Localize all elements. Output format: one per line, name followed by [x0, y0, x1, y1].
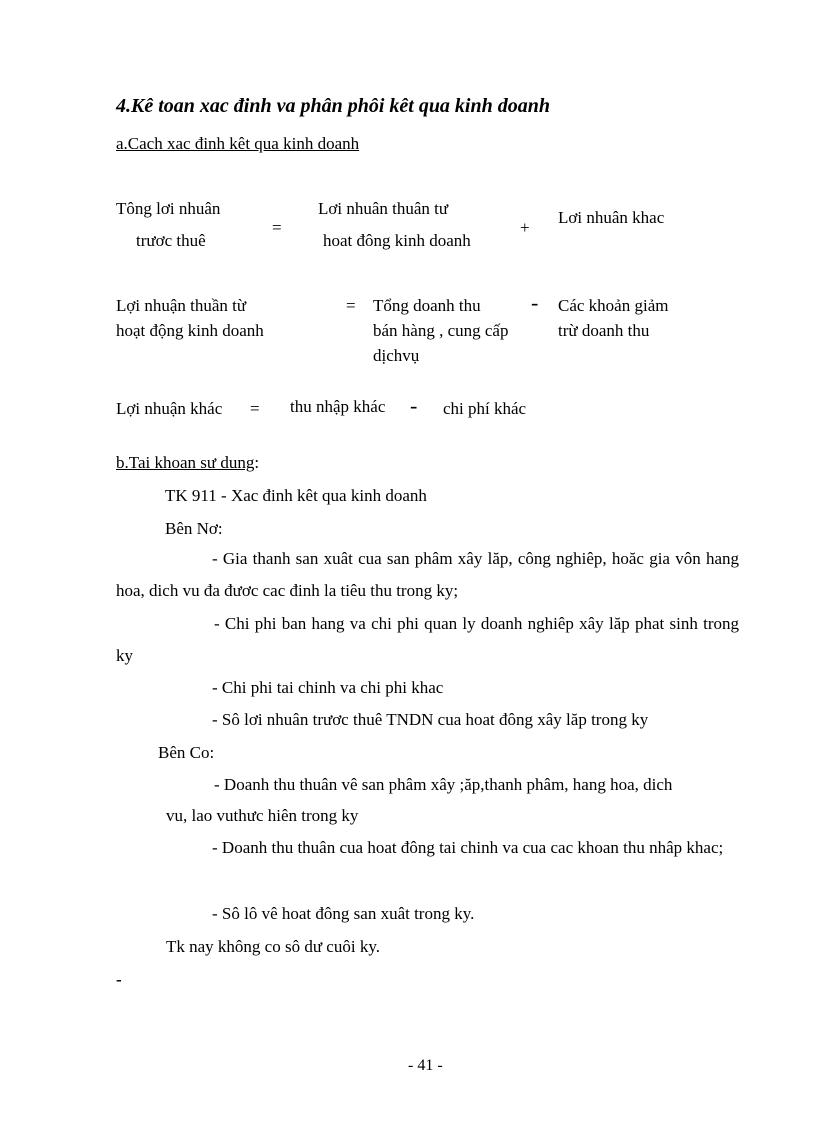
formula1-plus-sign: +: [520, 218, 530, 237]
debit-label: Bên Nơ:: [165, 519, 223, 538]
formula2-term2-line1: Các khoản giảm: [558, 296, 669, 315]
formula2-lhs-line1: Lợi nhuận thuần từ: [116, 296, 247, 315]
formula3-lhs: Lợi nhuận khác: [116, 399, 223, 418]
credit-item-2: [116, 832, 739, 864]
debit-item-2-text: - Chi phi ban hang va chi phi quan ly doanh nghiêp xây lăp phat sinh trong ky: [116, 614, 739, 665]
debit-item-3: - Chi phi tai chinh va chi phi khac: [212, 678, 444, 697]
debit-item-2: [116, 608, 739, 672]
page-number: - 41 -: [408, 1057, 443, 1074]
page-title: 4.Kê toan xac đinh va phân phôi kêt qua kinh doanh: [116, 95, 550, 117]
closing-note: Tk nay không co sô dư cuôi ky.: [166, 937, 380, 956]
section-a-heading: a.Cach xac đinh kêt qua kinh doanh: [116, 134, 360, 153]
formula2-minus-sign: -: [531, 290, 539, 315]
formula2-term2-line2: trừ doanh thu: [558, 321, 650, 340]
formula3-minus-sign: -: [410, 393, 418, 418]
formula1-equals-sign: =: [272, 218, 282, 237]
account-title: TK 911 - Xac đinh kêt qua kinh doanh: [165, 486, 427, 505]
credit-item-3: - Sô lô vê hoat đông san xuât trong ky.: [212, 904, 475, 923]
formula1-term1-line2: hoat đông kinh doanh: [323, 231, 471, 250]
formula1-lhs-line1: Tông lơi nhuân: [116, 199, 221, 218]
section-b-heading: [116, 453, 259, 473]
formula2-equals-sign: =: [346, 296, 356, 315]
stray-dash-mark: -: [116, 970, 122, 989]
credit-item-2-text: - Doanh thu thuân cua hoat đông tai chinh va cua cac khoan thu nhâp khac;: [212, 838, 724, 857]
section-b-heading-text: b.Tai khoan sư dung: [116, 453, 255, 472]
formula1-term2: Lơi nhuân khac: [558, 208, 665, 227]
formula2-lhs-line2: hoạt động kinh doanh: [116, 321, 264, 340]
formula2-term1-line3: dịchvụ: [373, 346, 420, 365]
credit-item-1-continuation: vu, lao vuthưc hiên trong ky: [166, 806, 359, 825]
credit-label: Bên Co:: [158, 743, 215, 762]
debit-item-1-text: - Gia thanh san xuât cua san phâm xây lăp, công nghiêp, hoăc gia vôn hang hoa, dich vu đa đươc cac đinh la tiêu thu trong ky;: [116, 549, 739, 600]
formula1-lhs-line2: trươc thuê: [136, 231, 206, 250]
formula2-term1-line2: bán hàng , cung cấp: [373, 321, 509, 340]
credit-item-1: - Doanh thu thuân vê san phâm xây ;ăp,thanh phâm, hang hoa, dich: [214, 775, 673, 794]
section-b-heading-colon: :: [254, 453, 260, 472]
formula3-term2: chi phí khác: [443, 399, 527, 418]
formula3-term1: thu nhập khác: [290, 397, 386, 416]
formula1-term1-line1: Lơi nhuân thuân tư: [318, 199, 449, 218]
formula2-term1-line1: Tổng doanh thu: [373, 296, 481, 315]
formula3-equals-sign: =: [250, 399, 260, 418]
debit-item-1: [116, 543, 739, 607]
debit-item-4: - Sô lơi nhuân trươc thuê TNDN cua hoat đông xây lăp trong ky: [212, 710, 649, 729]
